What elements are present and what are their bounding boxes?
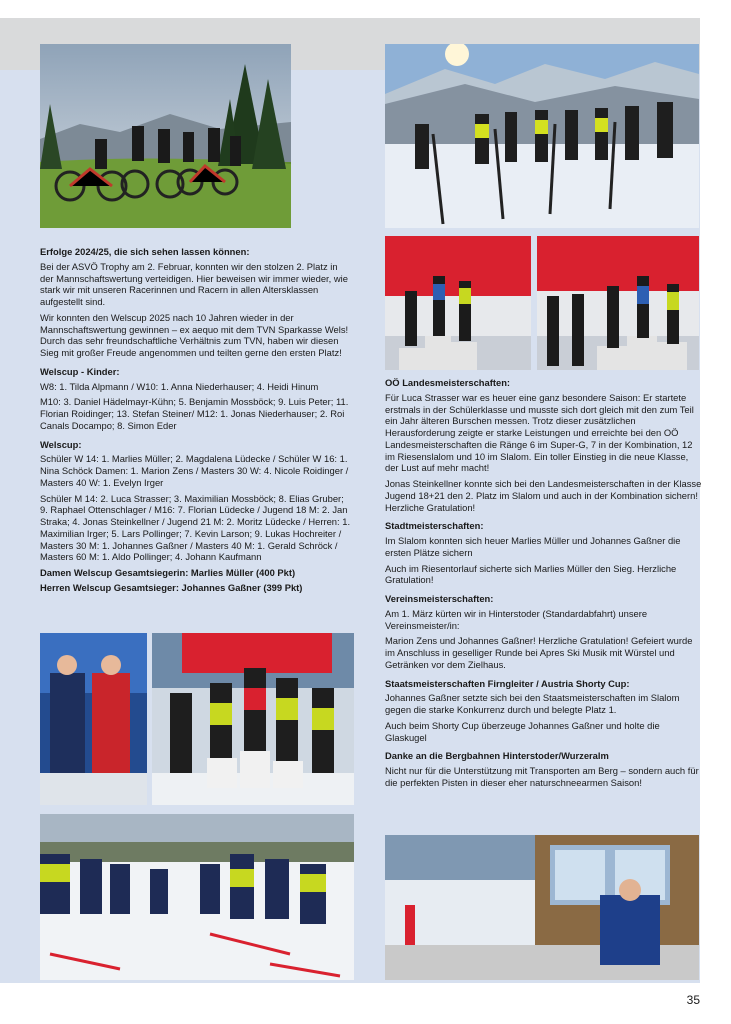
damen-gesamtsiegerin: Damen Welscup Gesamtsiegerin: Marlies Müller (400 Pkt)	[40, 567, 296, 578]
heading-erfolge: Erfolge 2024/25, die sich sehen lassen können:	[40, 246, 250, 257]
left-text-column	[40, 246, 352, 597]
photo-podium-2	[537, 236, 699, 370]
paragraph-ooe-2: Jonas Steinkellner konnte sich bei den Landesmeisterschaften in der Klasse Jugend 18+21 den 2. Platz im Slalom und auch in der Kombination sichern! Herzliche Gratulation!	[385, 478, 702, 513]
heading-stadtmeisterschaften: Stadtmeisterschaften:	[385, 520, 484, 532]
heading-vereinsmeisterschaften: Vereinsmeisterschaften:	[385, 593, 494, 604]
paragraph-danke: Nicht nur für die Unterstützung mit Transporten am Berg – sondern auch für die perfekten Pisten in dieser eher naturschneearmen Saison!	[385, 765, 699, 788]
heading-welscup: Welscup:	[40, 438, 82, 450]
photo-podium-1	[385, 236, 531, 370]
photo-ski-group	[385, 44, 699, 228]
page-number: 35	[686, 993, 700, 1007]
paragraph-verein-2: Marion Zens und Johannes Gaßner! Herzliche Gratulation! Gefeiert wurde im Anschluss in geselliger Runde bei Apres Ski Musik mit Würstel und Getränken vor dem Zielhaus.	[385, 635, 693, 670]
heading-welscup-kinder: Welscup - Kinder:	[40, 365, 120, 377]
heading-danke: Danke an die Bergbahnen Hinterstoder/Wurzeralm	[385, 750, 609, 762]
photo-kids-podium	[152, 633, 354, 805]
paragraph-staats-2: Auch beim Shorty Cup überzeuge Johannes Gaßner und holte die Glaskugel	[385, 719, 660, 743]
paragraph-welscup-1: Schüler W 14: 1. Marlies Müller; 2. Magdalena Lüdecke / Schüler W 16: 1. Nina Schöck Damen: 1. Marion Zens / Masters 30 W: 4. Nicole Roidinger / Masters 40 W: 1. Evelyn Irger	[40, 453, 349, 488]
photo-bikes	[40, 44, 291, 228]
paragraph-kinder-2: M10: 3. Daniel Hädelmayr-Kühn; 5. Benjamin Mossböck; 9. Luis Peter; 11. Florian Roidinger; 13. Stefan Steiner/ M12: 1. Jonas Niederhauser; 2. Roi Canals Docampo; 8. Simon Eder	[40, 396, 349, 431]
paragraph-verein-1: Am 1. März kürten wir in Hinterstoder (Standardabfahrt) unsere Vereinsmeister/in:	[385, 607, 648, 631]
paragraph-ooe-1: Für Luca Strasser war es heuer eine ganz besondere Saison: Er startete erstmals in der Schülerklasse und musste sich dort gleich mit den zum Teil ein Jahr älteren Burschen messen. Trotz dieser zusätzlichen Herausforderung zeigte er starke Leistungen und erreichte bei den OÖ Landesmeisterschaften die Ränge 6 im Super-G, 7 in der Kombination, 12 im Riesenslalom und 10 im Slalom. Ein toller Einstieg in die neue Klasse, der Lust auf mehr macht!	[385, 391, 694, 474]
heading-staatsmeisterschaften: Staatsmeisterschaften Firngleiter / Austria Shorty Cup:	[385, 677, 630, 689]
paragraph-stadt-2: Auch im Riesentorlauf sicherte sich Marlies Müller den Sieg. Herzliche Gratulation!	[385, 562, 677, 586]
photo-coaches	[40, 633, 147, 805]
paragraph-staats-1: Johannes Gaßner setzte sich bei den Staatsmeisterschaften im Slalom gegen die starke Konkurrenz durch und belegte Platz 1.	[385, 692, 680, 715]
right-text-column	[385, 377, 703, 793]
paragraph-stadt-1: Im Slalom konnten sich heuer Marlies Müller und Johannes Gaßner die ersten Plätze sichern	[385, 535, 681, 558]
herren-gesamtsieger: Herren Welscup Gesamtsieger: Johannes Gaßner (399 Pkt)	[40, 581, 303, 593]
paragraph-kinder-1: W8: 1. Tilda Alpmann / W10: 1. Anna Niederhauser; 4. Heidi Hinum	[40, 380, 319, 392]
photo-racers	[40, 814, 354, 980]
paragraph-erfolge-1: Bei der ASVÖ Trophy am 2. Februar, konnten wir den stolzen 2. Platz in der Mannschaftswertung verteidigen. Hier beweisen wir immer wieder, wie stark wir mit unseren Racerinnen und Racern in allen Altersklassen aufgestellt sind.	[40, 260, 348, 307]
paragraph-welscup-2: Schüler M 14: 2. Luca Strasser; 3. Maximilian Mossböck; 8. Elias Gruber; 9. Raphael Ottenschlager / M16: 7. Florian Lüdecke / Jugend 18 M: 2. Jan Straka; 4. Jonas Steinkellner / Jugend 21 M: 2. Moritz Lüdecke / Herren: 1. Maximilian Irger; 5. Lars Pollinger; 7. Kevin Larson; 9. Lukas Hochreiter / Masters 30 M: 1. Johannes Gaßner / Masters 40 M: 1. Gerald Schröck / Masters 60 M: 1. Aldo Pollinger; 4. Johann Kaufmann	[40, 492, 351, 563]
paragraph-erfolge-2: Wir konnten den Welscup 2025 nach 10 Jahren wieder in der Mannschaftswertung gewinnen – ex aequo mit dem TVN Sparkasse Wels! Durch das sehr freundschaftliche Verhältnis zum TVN, haben wir diesen Sieg mit großer Freude angenommen und teilten gerne den ersten Platz!	[40, 311, 349, 358]
heading-ooe-landesmeisterschaften: OÖ Landesmeisterschaften:	[385, 377, 511, 388]
photo-timing-hut	[385, 835, 699, 980]
